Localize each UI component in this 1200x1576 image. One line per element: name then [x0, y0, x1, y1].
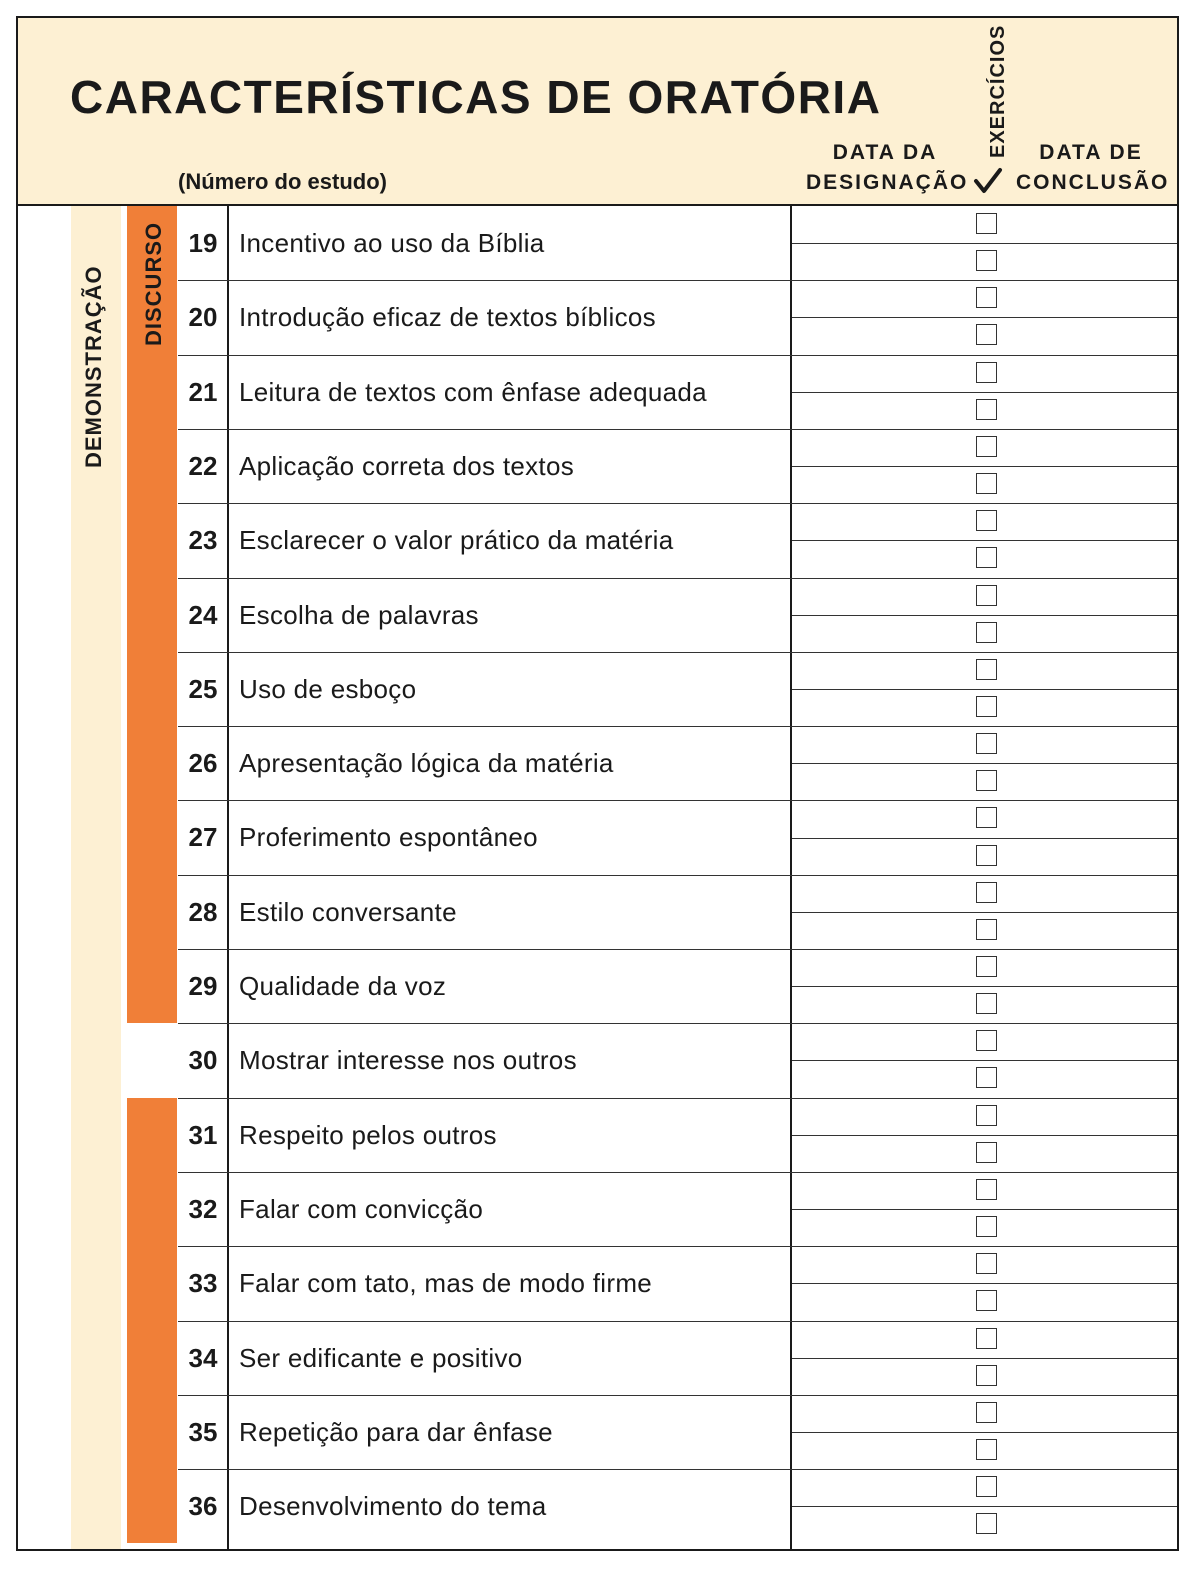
exercise-checkbox[interactable]: [976, 399, 997, 420]
date-entry-line: [792, 503, 1177, 504]
exercise-checkbox[interactable]: [976, 1328, 997, 1349]
discourse-band: [127, 1098, 177, 1544]
date-entry-line: [792, 1395, 1177, 1396]
study-number: 32: [188, 1193, 218, 1224]
study-title: Desenvolvimento do tema: [239, 1491, 547, 1522]
study-row: [178, 1246, 790, 1320]
exercise-checkbox[interactable]: [976, 956, 997, 977]
study-row: [178, 726, 790, 800]
study-title: Respeito pelos outros: [239, 1119, 497, 1150]
study-number: 24: [188, 599, 218, 630]
date-entry-line: [792, 763, 1177, 764]
demonstration-label: DEMONSTRAÇÃO: [81, 265, 106, 468]
exercise-checkbox[interactable]: [976, 1290, 997, 1311]
assignment-date-header-line1: DATA DA: [832, 141, 938, 164]
date-entry-line: [792, 1246, 1177, 1247]
study-row: [178, 578, 790, 652]
checkmark-icon: [971, 164, 1005, 198]
page-title: CARACTERÍSTICAS DE ORATÓRIA: [70, 71, 882, 123]
study-row: [178, 1395, 790, 1469]
completion-date-header-line1: DATA DE: [1039, 141, 1143, 164]
date-entry-line: [792, 1358, 1177, 1359]
study-number: 19: [188, 228, 218, 258]
study-number: 36: [188, 1491, 218, 1522]
date-entry-line: [792, 1172, 1177, 1173]
date-entry-line: [792, 652, 1177, 653]
study-number: 27: [188, 822, 218, 853]
study-number: 25: [188, 673, 218, 704]
study-title: Leitura de textos com ênfase adequada: [239, 376, 707, 407]
discourse-label: DISCURSO: [141, 221, 166, 346]
exercise-checkbox[interactable]: [976, 1030, 997, 1051]
study-row: [178, 206, 790, 280]
assignment-date-header: [806, 138, 969, 198]
date-entry-line: [792, 689, 1177, 690]
study-number: 35: [188, 1416, 218, 1447]
study-number: 28: [188, 896, 218, 927]
study-title: Aplicação correta dos textos: [239, 450, 575, 481]
exercise-checkbox[interactable]: [976, 845, 997, 866]
study-row: [178, 429, 790, 503]
study-row: [178, 800, 790, 874]
study-row: [178, 355, 790, 429]
study-title: Ser edificante e positivo: [239, 1342, 523, 1373]
exercise-checkbox[interactable]: [976, 993, 997, 1014]
exercise-checkbox[interactable]: [976, 510, 997, 531]
exercise-checkbox[interactable]: [976, 1513, 997, 1534]
date-entry-line: [792, 540, 1177, 541]
exercise-checkbox[interactable]: [976, 1216, 997, 1237]
exercise-checkbox[interactable]: [976, 1067, 997, 1088]
study-number: 31: [188, 1119, 218, 1150]
exercise-checkbox[interactable]: [976, 1253, 997, 1274]
study-row: [178, 1172, 790, 1246]
assignment-date-header-line2: DESIGNAÇÃO: [806, 171, 969, 194]
demonstration-band: [71, 206, 121, 1549]
chart-header: [18, 18, 1177, 206]
study-row: [178, 875, 790, 949]
study-title: Falar com tato, mas de modo firme: [239, 1268, 653, 1299]
study-title: Incentivo ao uso da Bíblia: [239, 228, 545, 258]
exercise-checkbox[interactable]: [976, 1105, 997, 1126]
exercise-checkbox[interactable]: [976, 882, 997, 903]
date-entry-line: [792, 838, 1177, 839]
study-number: 34: [188, 1342, 218, 1373]
exercise-checkbox[interactable]: [976, 436, 997, 457]
exercise-checkbox[interactable]: [976, 324, 997, 345]
date-entry-line: [792, 317, 1177, 318]
study-row: [178, 949, 790, 1023]
study-row: [178, 503, 790, 577]
exercise-checkbox[interactable]: [976, 659, 997, 680]
date-entry-line: [792, 1135, 1177, 1136]
date-entry-line: [792, 243, 1177, 244]
exercise-checkbox[interactable]: [976, 1476, 997, 1497]
study-title: Apresentação lógica da matéria: [239, 748, 614, 779]
completion-date-header: [1016, 138, 1170, 198]
date-entry-line: [792, 912, 1177, 913]
exercise-checkbox[interactable]: [976, 807, 997, 828]
study-number: 22: [188, 450, 218, 481]
study-title: Falar com convicção: [239, 1193, 484, 1224]
date-entry-line: [792, 429, 1177, 430]
date-entry-line: [792, 875, 1177, 876]
study-number: 26: [188, 748, 218, 779]
study-title: Estilo conversante: [239, 896, 457, 927]
exercise-checkbox[interactable]: [976, 213, 997, 234]
study-row: [178, 1469, 790, 1543]
study-title: Escolha de palavras: [239, 599, 479, 630]
study-number: 20: [188, 302, 218, 333]
study-title: Esclarecer o valor prático da matéria: [239, 525, 674, 556]
exercise-checkbox[interactable]: [976, 287, 997, 308]
date-entry-line: [792, 986, 1177, 987]
study-number: 21: [188, 376, 218, 407]
date-entry-line: [792, 578, 1177, 579]
exercise-checkbox[interactable]: [976, 1365, 997, 1386]
discourse-band: [127, 206, 177, 1023]
study-number: 29: [188, 971, 218, 1001]
date-entry-line: [792, 949, 1177, 950]
study-row: [178, 1321, 790, 1395]
date-column-divider: [790, 206, 792, 1549]
exercise-checkbox[interactable]: [976, 250, 997, 271]
exercise-checkbox[interactable]: [976, 547, 997, 568]
study-row: [178, 1098, 790, 1172]
date-entry-line: [792, 355, 1177, 356]
study-number: 33: [188, 1268, 218, 1299]
study-row: [178, 280, 790, 354]
study-row: [178, 652, 790, 726]
exercise-checkbox[interactable]: [976, 622, 997, 643]
date-entry-line: [792, 1469, 1177, 1470]
date-entry-line: [792, 1098, 1177, 1099]
study-title: Proferimento espontâneo: [239, 822, 538, 853]
study-title: Mostrar interesse nos outros: [239, 1045, 577, 1076]
exercise-checkbox[interactable]: [976, 770, 997, 791]
exercise-checkbox[interactable]: [976, 696, 997, 717]
date-entry-line: [792, 280, 1177, 281]
study-number: 23: [188, 525, 218, 556]
date-entry-line: [792, 726, 1177, 727]
exercise-checkbox[interactable]: [976, 1142, 997, 1163]
exercise-checkbox[interactable]: [976, 362, 997, 383]
study-number-caption: (Número do estudo): [178, 169, 387, 194]
study-title: Qualidade da voz: [239, 971, 447, 1001]
exercise-checkbox[interactable]: [976, 473, 997, 494]
exercise-checkbox[interactable]: [976, 585, 997, 606]
study-title: Repetição para dar ênfase: [239, 1416, 553, 1447]
date-entry-line: [792, 1506, 1177, 1507]
study-row: [178, 1023, 790, 1097]
oratory-chart: [16, 16, 1179, 1551]
date-entry-line: [792, 1432, 1177, 1433]
date-entry-line: [792, 1060, 1177, 1061]
exercise-checkbox[interactable]: [976, 733, 997, 754]
date-entry-line: [792, 1321, 1177, 1322]
date-entry-line: [792, 1209, 1177, 1210]
exercise-checkbox[interactable]: [976, 1179, 997, 1200]
exercise-checkbox[interactable]: [976, 919, 997, 940]
exercises-header-label: EXERCÍCIOS: [987, 24, 1009, 158]
date-entry-line: [792, 1023, 1177, 1024]
date-entry-line: [792, 392, 1177, 393]
date-entry-line: [792, 1283, 1177, 1284]
study-title: Introdução eficaz de textos bíblicos: [239, 302, 656, 333]
date-entry-line: [792, 800, 1177, 801]
completion-date-header-line2: CONCLUSÃO: [1016, 171, 1170, 194]
exercise-checkbox[interactable]: [976, 1402, 997, 1423]
date-entry-line: [792, 466, 1177, 467]
study-title: Uso de esboço: [239, 673, 417, 704]
study-number: 30: [188, 1045, 218, 1076]
exercise-checkbox[interactable]: [976, 1439, 997, 1460]
date-entry-line: [792, 615, 1177, 616]
